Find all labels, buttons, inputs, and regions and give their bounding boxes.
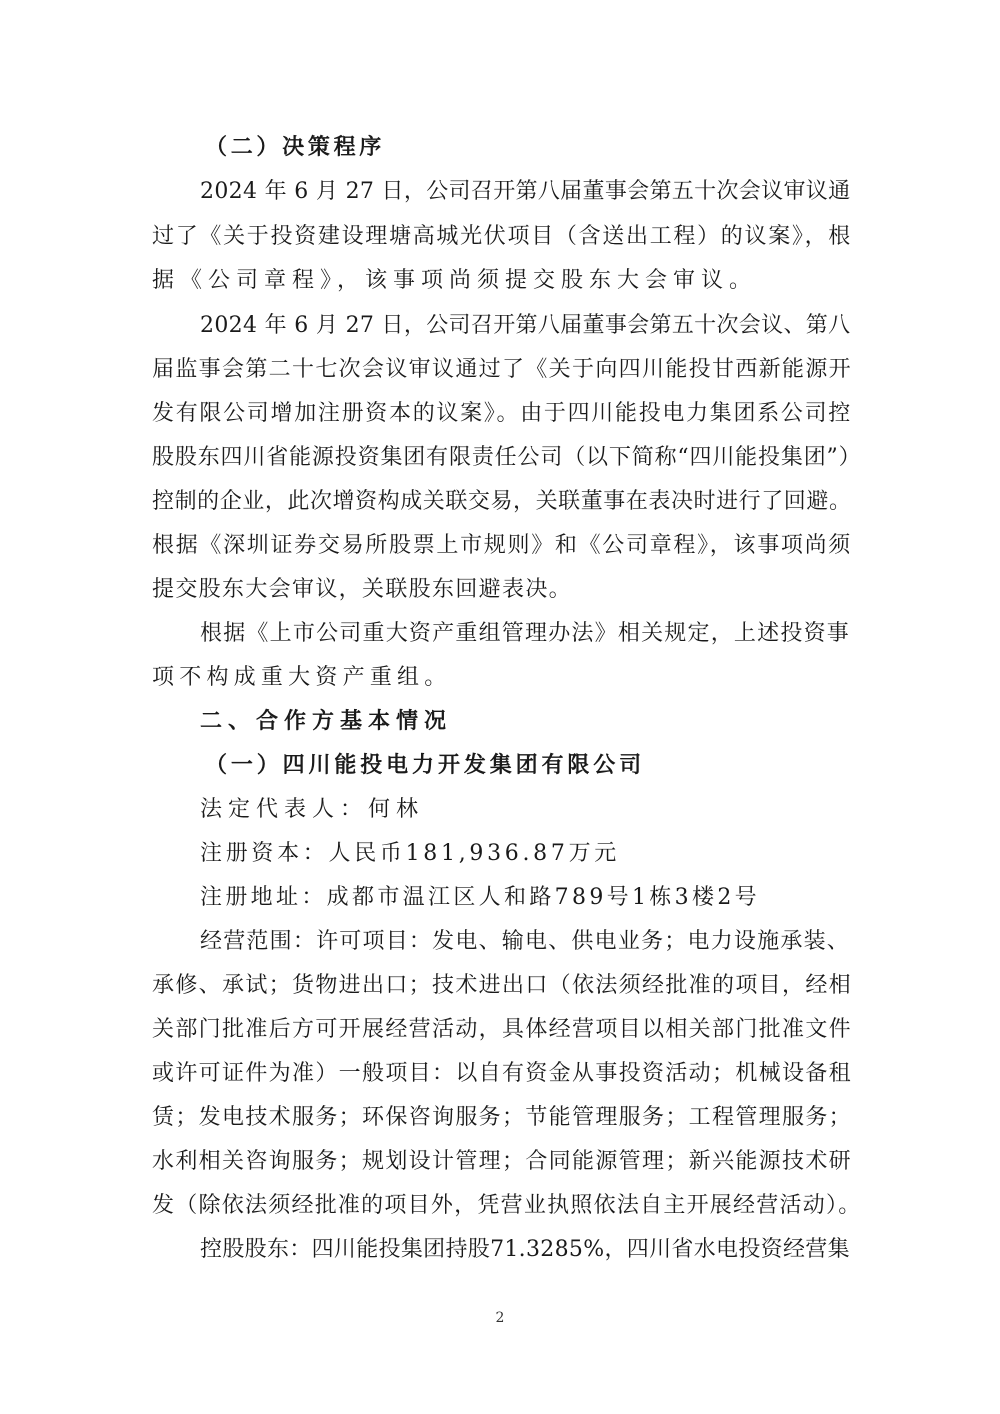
- paragraph-line: 据《公司章程》，该事项尚须提交股东大会审议。: [152, 268, 758, 293]
- paragraph-line: 过了《关于投资建设理塘高城光伏项目（含送出工程）的议案》，根: [152, 224, 853, 249]
- paragraph-line: 发（除依法须经批准的项目外，凭营业执照依法自主开展经营活动）。: [152, 1193, 862, 1218]
- page-number: 2: [495, 1310, 505, 1326]
- registered-capital: 注册资本：人民币181,936.87万元: [200, 841, 620, 866]
- paragraph-line: 承修、承试；货物进出口；技术进出口（依法须经批准的项目，经相: [152, 973, 853, 998]
- paragraph-line: 关部门批准后方可开展经营活动，具体经营项目以相关部门批准文件: [152, 1017, 853, 1042]
- subsection-heading-partner-name: （一）四川能投电力开发集团有限公司: [205, 753, 646, 778]
- paragraph-line: 股股东四川省能源投资集团有限责任公司（以下简称“四川能投集团”）: [152, 445, 862, 470]
- paragraph-line: 赁；发电技术服务；环保咨询服务；节能管理服务；工程管理服务；: [152, 1105, 853, 1130]
- paragraph-line: 发有限公司增加注册资本的议案》。由于四川能投电力集团系公司控: [152, 401, 853, 426]
- paragraph-line: 根据《深圳证券交易所股票上市规则》和《公司章程》，该事项尚须: [152, 533, 853, 558]
- paragraph-line: 2024 年 6 月 27 日，公司召开第八届董事会第五十次会议、第八: [200, 313, 851, 338]
- paragraph-line: 或许可证件为准）一般项目：以自有资金从事投资活动；机械设备租: [152, 1061, 853, 1086]
- paragraph-line: 根据《上市公司重大资产重组管理办法》相关规定，上述投资事: [200, 621, 851, 646]
- paragraph-line: 提交股东大会审议，关联股东回避表决。: [152, 577, 573, 602]
- paragraph-line: 经营范围：许可项目：发电、输电、供电业务；电力设施承装、: [200, 929, 851, 954]
- paragraph-line: 控制的企业，此次增资构成关联交易，关联董事在表决时进行了回避。: [152, 489, 852, 514]
- paragraph-line: 届监事会第二十七次会议审议通过了《关于向四川能投甘西新能源开: [152, 357, 853, 382]
- paragraph-line: 控股股东：四川能投集团持股71.3285%，四川省水电投资经营集: [200, 1237, 850, 1262]
- paragraph-line: 项不构成重大资产重组。: [152, 665, 452, 690]
- paragraph-line: 2024 年 6 月 27 日，公司召开第八届董事会第五十次会议审议通: [200, 179, 851, 204]
- paragraph-line: 水利相关咨询服务；规划设计管理；合同能源管理；新兴能源技术研: [152, 1149, 853, 1174]
- legal-representative: 法定代表人：何林: [200, 797, 425, 822]
- subsection-heading-decision-procedure: （二）决策程序: [205, 135, 386, 160]
- section-heading-partner-info: 二、合作方基本情况: [200, 709, 453, 734]
- registered-address: 注册地址：成都市温江区人和路789号1栋3楼2号: [200, 885, 760, 910]
